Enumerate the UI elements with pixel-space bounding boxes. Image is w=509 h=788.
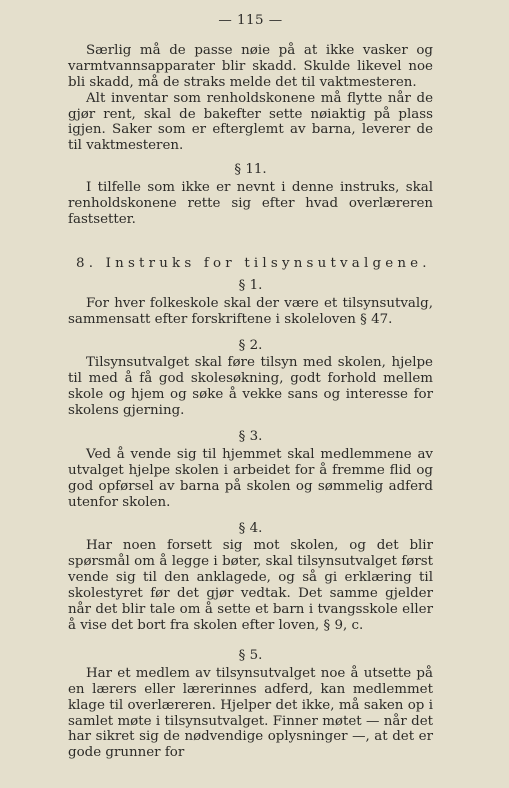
section-text-2: Tilsynsutvalget skal føre tilsyn med skolen, hjelpe til med å få god skolesøkning, godt forhold mellem skole og hjem og søke å vekke sans og interesse for skolens gjerning. <box>68 355 433 419</box>
page-number: — 115 — <box>218 13 283 28</box>
section-text-11: I tilfelle som ikke er nevnt i denne instruks, skal renholdskonene rette sig efter hvad overlæreren fastsetter. <box>68 180 433 227</box>
paragraph-maintenance: Særlig må de passe nøie på at ikke vasker og varmtvannsapparater blir skadd. Skulde likevel noe bli skadd, må de straks melde det til vaktmesteren. <box>68 42 433 90</box>
section-label-1: § 1. <box>238 277 263 293</box>
section-text-5: Har et medlem av tilsynsutvalget noe å utsette på en lærers eller lærerinnes adferd, kan medlemmet klage til overlæreren. Hjelper det ikke, må saken op i samlet møte i tilsynsutvalget. Finner møtet — når det har sikret sig de nødvendige oplysninger —, at det er gode grunner for <box>68 665 433 761</box>
chapter-heading: 8. Instruks for tilsynsutvalgene. <box>76 255 431 271</box>
section-text-3: Ved å vende sig til hjemmet skal medlemmene av utvalget hjelpe skolen i arbeidet for å fremme flid og god opførsel av barna på skolen og sømmelig adferd utenfor skolen. <box>68 446 433 510</box>
paragraph-inventory: Alt inventar som renholdskonene må flytte når de gjør rent, skal de bakefter sette nøiaktig på plass igjen. Saker som er efterglemt av barna, leverer de til vaktmesteren. <box>68 90 433 154</box>
section-text-1: For hver folkeskole skal der være et tilsynsutvalg, sammensatt efter forskriftene i skoleloven § 47. <box>68 295 433 327</box>
section-label-4: § 4. <box>238 520 263 536</box>
section-label-3: § 3. <box>238 429 263 445</box>
section-text-4: Har noen forsett sig mot skolen, og det blir spørsmål om å legge i bøter, skal tilsynsutvalget først vende sig til den anklagede, og så gi erklæring til skolestyret før det gjør vedtak. Det samme gjelder når det blir tale om å sette et barn i tvangsskole eller å vise det bort fra skolen efter loven, § 9, c. <box>68 538 433 633</box>
section-label-5: § 5. <box>238 647 263 663</box>
section-label-2: § 2. <box>238 337 263 353</box>
section-label-11: § 11. <box>234 162 267 178</box>
